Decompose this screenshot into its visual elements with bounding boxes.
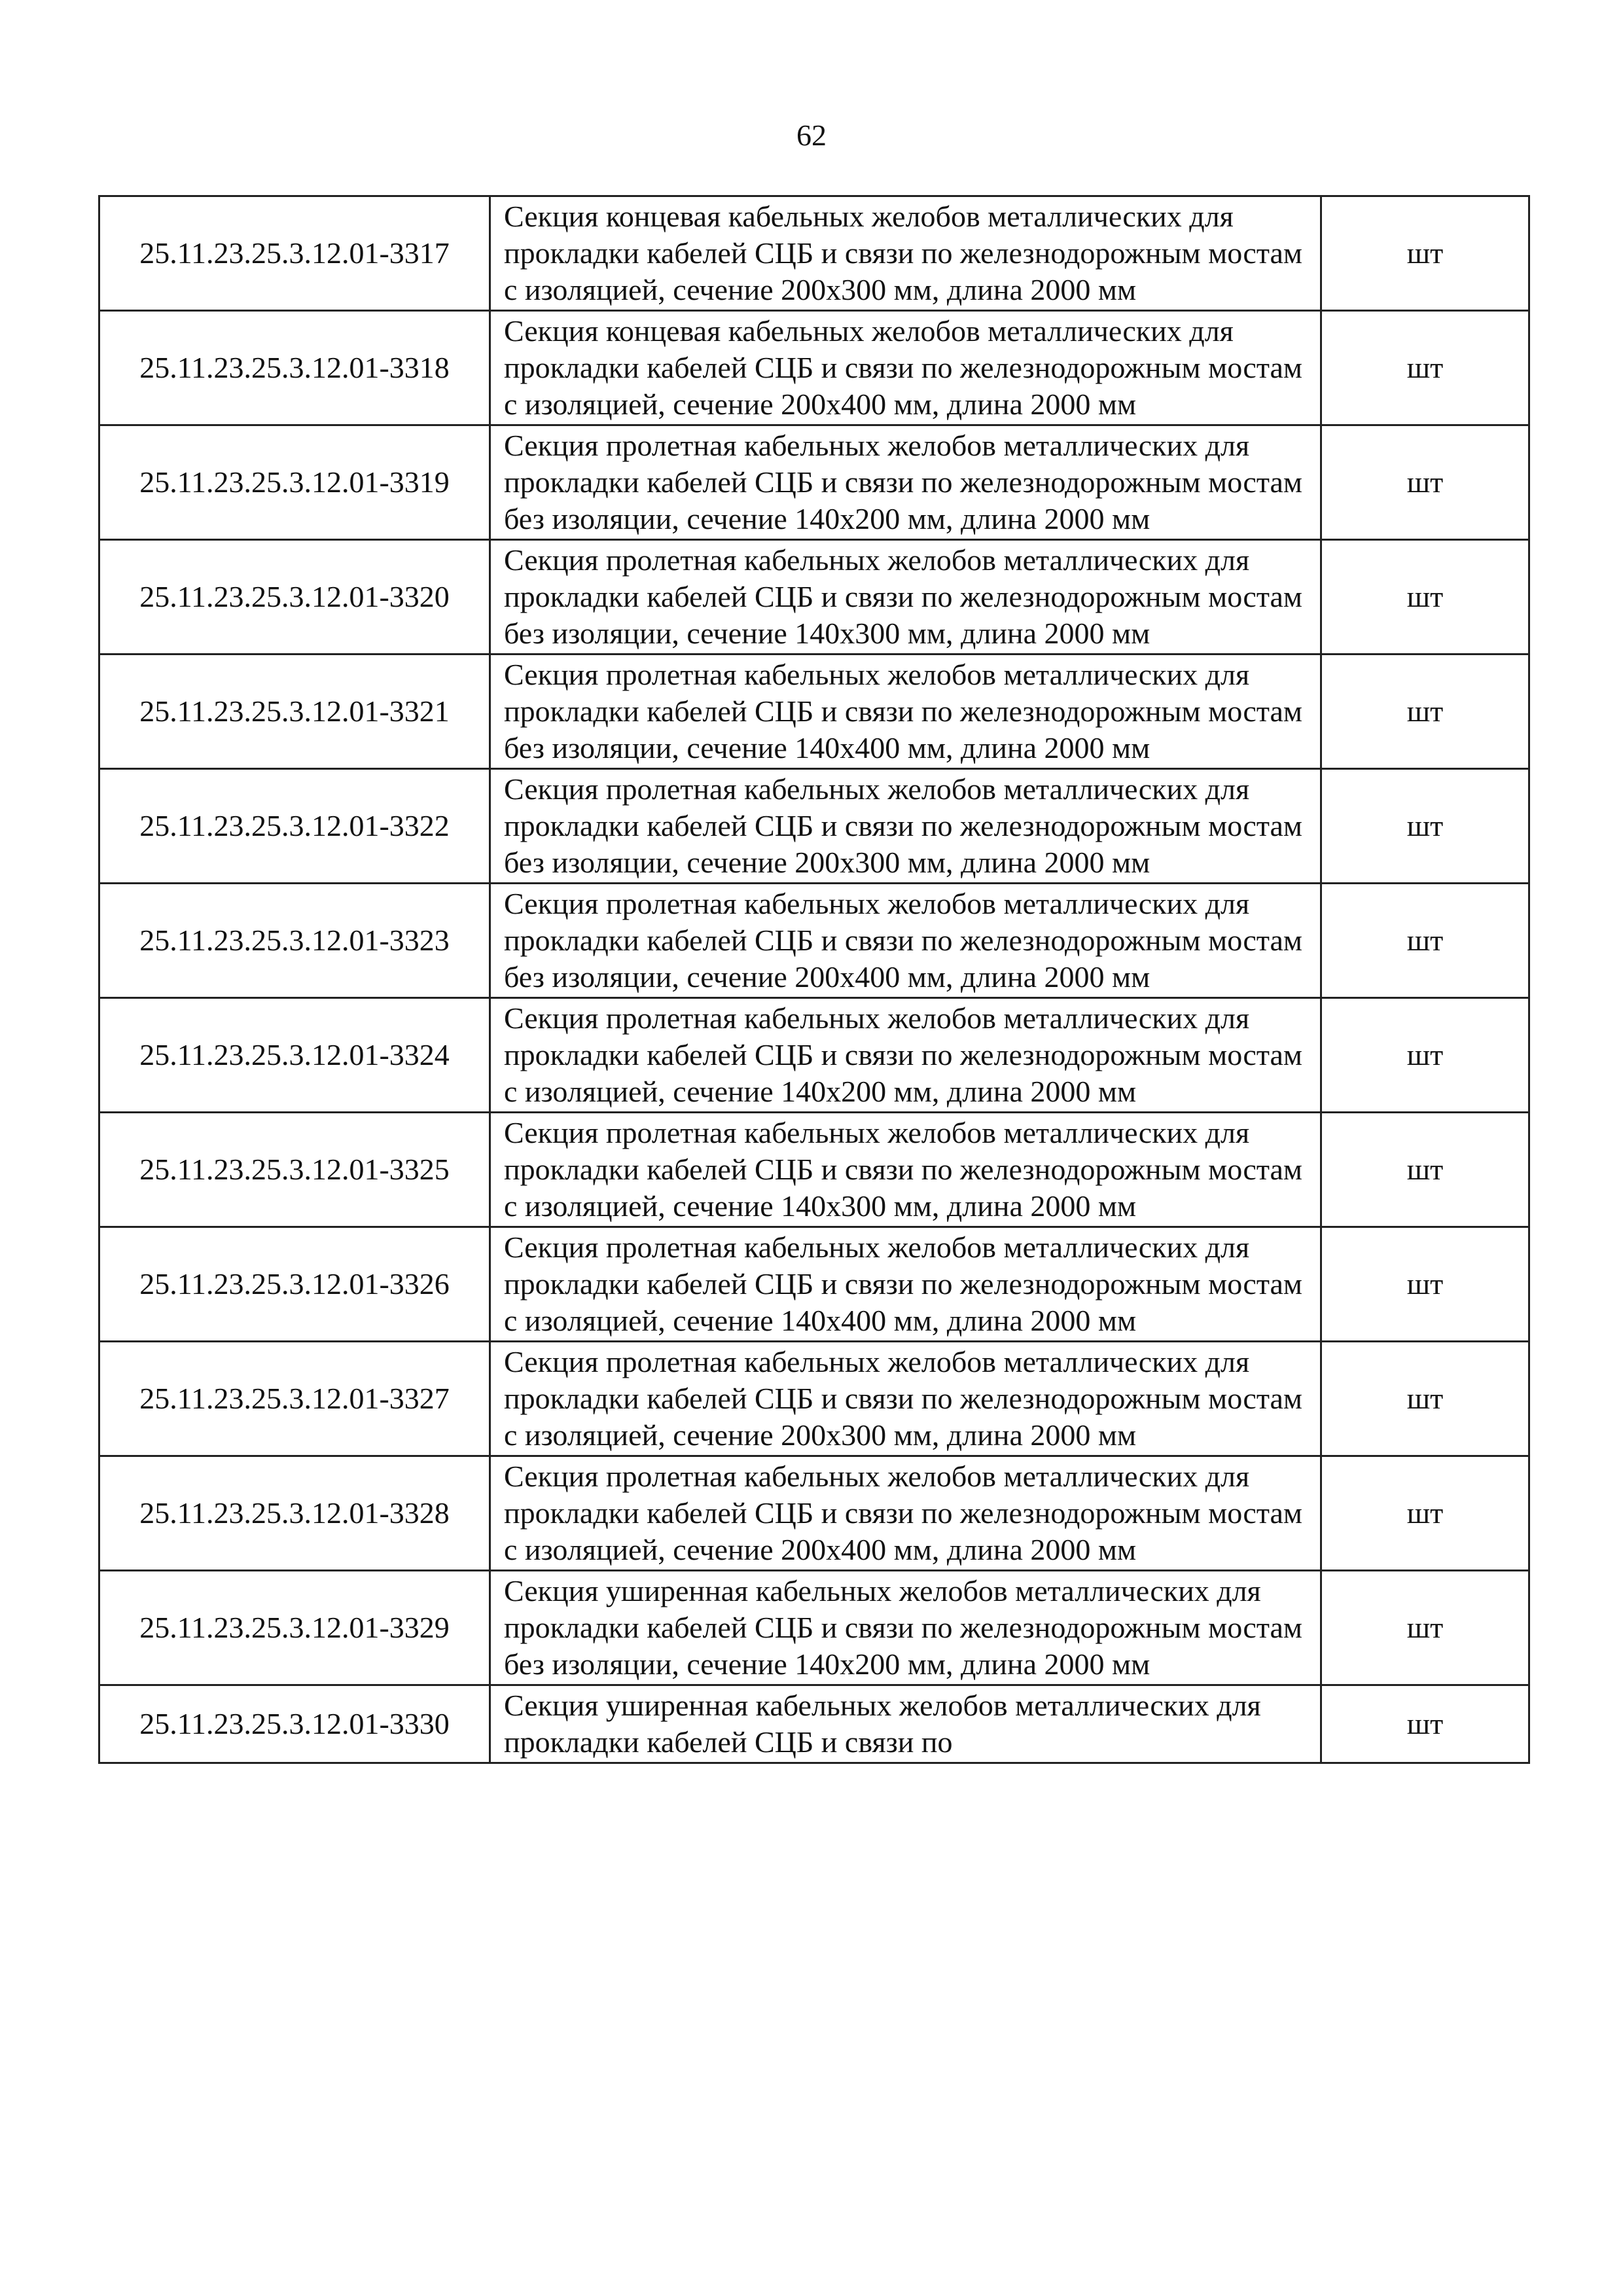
unit-of-measure: шт bbox=[1321, 1685, 1529, 1763]
table-body bbox=[99, 196, 1529, 1763]
table-row bbox=[99, 884, 1529, 998]
resource-code: 25.11.23.25.3.12.01-3322 bbox=[99, 769, 490, 884]
resource-code: 25.11.23.25.3.12.01-3330 bbox=[99, 1685, 490, 1763]
resource-description: Секция пролетная кабельных желобов металлических для прокладки кабелей СЦБ и связи по железнодорожным мостам с изоляцией, сечение 140x400 мм, длина 2000 мм bbox=[490, 1227, 1321, 1342]
unit-of-measure: шт bbox=[1321, 884, 1529, 998]
resource-description: Секция концевая кабельных желобов металлических для прокладки кабелей СЦБ и связи по железнодорожным мостам с изоляцией, сечение 200x400 мм, длина 2000 мм bbox=[490, 311, 1321, 425]
resource-code: 25.11.23.25.3.12.01-3318 bbox=[99, 311, 490, 425]
table-row bbox=[99, 1571, 1529, 1685]
table-row bbox=[99, 1113, 1529, 1227]
table-row bbox=[99, 1456, 1529, 1571]
resource-code: 25.11.23.25.3.12.01-3326 bbox=[99, 1227, 490, 1342]
resource-description: Секция пролетная кабельных желобов металлических для прокладки кабелей СЦБ и связи по железнодорожным мостам без изоляции, сечение 140x300 мм, длина 2000 мм bbox=[490, 540, 1321, 655]
resource-code: 25.11.23.25.3.12.01-3329 bbox=[99, 1571, 490, 1685]
unit-of-measure: шт bbox=[1321, 1113, 1529, 1227]
resource-code: 25.11.23.25.3.12.01-3323 bbox=[99, 884, 490, 998]
unit-of-measure: шт bbox=[1321, 311, 1529, 425]
resource-code: 25.11.23.25.3.12.01-3324 bbox=[99, 998, 490, 1113]
unit-of-measure: шт bbox=[1321, 425, 1529, 540]
resource-code: 25.11.23.25.3.12.01-3321 bbox=[99, 655, 490, 769]
resource-description: Секция уширенная кабельных желобов металлических для прокладки кабелей СЦБ и связи по железнодорожным мостам без изоляции, сечение 140x200 мм, длина 2000 мм bbox=[490, 1571, 1321, 1685]
resource-description: Секция пролетная кабельных желобов металлических для прокладки кабелей СЦБ и связи по железнодорожным мостам с изоляцией, сечение 140x200 мм, длина 2000 мм bbox=[490, 998, 1321, 1113]
resource-code: 25.11.23.25.3.12.01-3320 bbox=[99, 540, 490, 655]
resource-description: Секция пролетная кабельных желобов металлических для прокладки кабелей СЦБ и связи по железнодорожным мостам без изоляции, сечение 140x400 мм, длина 2000 мм bbox=[490, 655, 1321, 769]
unit-of-measure: шт bbox=[1321, 1456, 1529, 1571]
resource-code: 25.11.23.25.3.12.01-3317 bbox=[99, 196, 490, 311]
resource-description: Секция пролетная кабельных желобов металлических для прокладки кабелей СЦБ и связи по железнодорожным мостам с изоляцией, сечение 140x300 мм, длина 2000 мм bbox=[490, 1113, 1321, 1227]
page-number: 62 bbox=[796, 118, 827, 152]
unit-of-measure: шт bbox=[1321, 655, 1529, 769]
resource-description: Секция пролетная кабельных желобов металлических для прокладки кабелей СЦБ и связи по железнодорожным мостам с изоляцией, сечение 200x400 мм, длина 2000 мм bbox=[490, 1456, 1321, 1571]
unit-of-measure: шт bbox=[1321, 998, 1529, 1113]
resource-code: 25.11.23.25.3.12.01-3327 bbox=[99, 1342, 490, 1456]
resource-description: Секция пролетная кабельных желобов металлических для прокладки кабелей СЦБ и связи по железнодорожным мостам без изоляции, сечение 200x300 мм, длина 2000 мм bbox=[490, 769, 1321, 884]
resource-description: Секция пролетная кабельных желобов металлических для прокладки кабелей СЦБ и связи по железнодорожным мостам без изоляции, сечение 140x200 мм, длина 2000 мм bbox=[490, 425, 1321, 540]
table-row bbox=[99, 311, 1529, 425]
table-row bbox=[99, 1685, 1529, 1763]
unit-of-measure: шт bbox=[1321, 1227, 1529, 1342]
unit-of-measure: шт bbox=[1321, 1571, 1529, 1685]
resource-code: 25.11.23.25.3.12.01-3325 bbox=[99, 1113, 490, 1227]
resource-description: Секция уширенная кабельных желобов металлических для прокладки кабелей СЦБ и связи по bbox=[490, 1685, 1321, 1763]
unit-of-measure: шт bbox=[1321, 769, 1529, 884]
table-row bbox=[99, 540, 1529, 655]
resource-description: Секция пролетная кабельных желобов металлических для прокладки кабелей СЦБ и связи по железнодорожным мостам без изоляции, сечение 200x400 мм, длина 2000 мм bbox=[490, 884, 1321, 998]
resource-code: 25.11.23.25.3.12.01-3328 bbox=[99, 1456, 490, 1571]
resource-description: Секция концевая кабельных желобов металлических для прокладки кабелей СЦБ и связи по железнодорожным мостам с изоляцией, сечение 200x300 мм, длина 2000 мм bbox=[490, 196, 1321, 311]
unit-of-measure: шт bbox=[1321, 1342, 1529, 1456]
table-row bbox=[99, 998, 1529, 1113]
table-row bbox=[99, 425, 1529, 540]
resource-code: 25.11.23.25.3.12.01-3319 bbox=[99, 425, 490, 540]
resource-description: Секция пролетная кабельных желобов металлических для прокладки кабелей СЦБ и связи по железнодорожным мостам с изоляцией, сечение 200x300 мм, длина 2000 мм bbox=[490, 1342, 1321, 1456]
table-row bbox=[99, 1342, 1529, 1456]
table-row bbox=[99, 196, 1529, 311]
unit-of-measure: шт bbox=[1321, 196, 1529, 311]
resource-table bbox=[98, 195, 1530, 1764]
table-row bbox=[99, 769, 1529, 884]
table-row bbox=[99, 1227, 1529, 1342]
unit-of-measure: шт bbox=[1321, 540, 1529, 655]
table-row bbox=[99, 655, 1529, 769]
